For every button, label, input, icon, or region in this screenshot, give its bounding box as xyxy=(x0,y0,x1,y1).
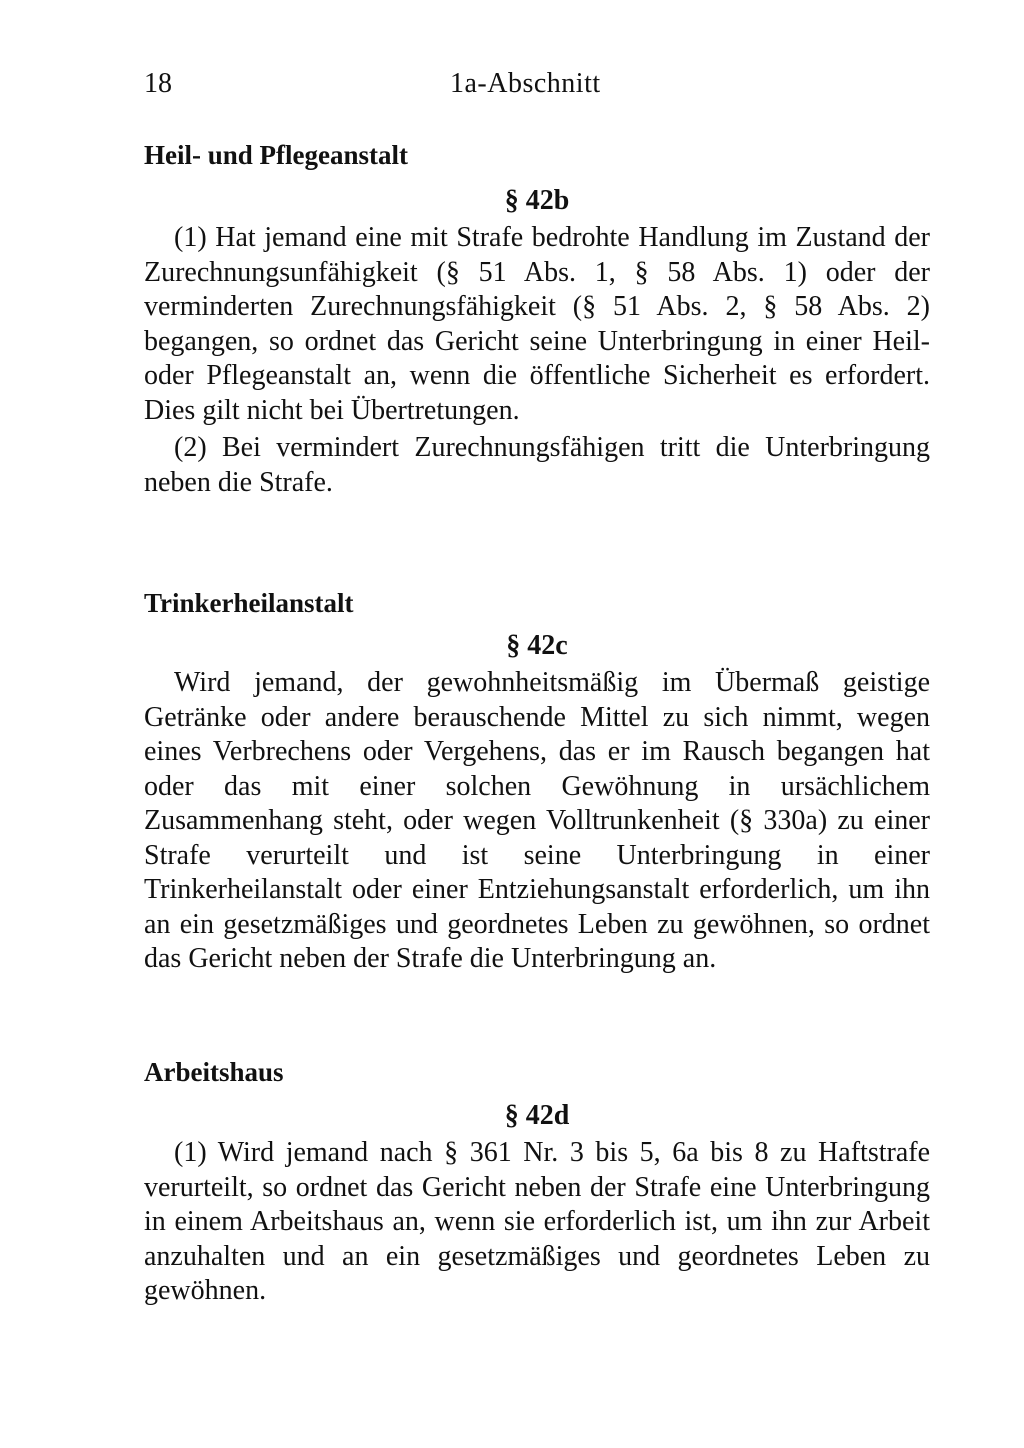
page-number: 18 xyxy=(144,68,172,99)
paragraph-text: (1) Hat jemand eine mit Strafe bedrohte Handlung im Zustand der Zurechnungsunfähigkeit (§ 51 Abs. 1, § 58 Abs. 1) oder der verminderten Zurechnungsfähigkeit (§ 51 Abs. 2, § 58 Abs. 2) begangen, so ordnet das Gericht seine Unterbringung in einer Heil- oder Pflegeanstalt an, wenn die öffentliche Sicherheit es erfordert. Dies gilt nicht bei Übertretungen. xyxy=(144,222,930,426)
section-heading: Arbeitshaus xyxy=(144,1057,284,1087)
section-heading: Trinkerheilanstalt xyxy=(144,588,354,618)
paragraph-number: § 42b xyxy=(504,185,570,216)
paragraph-text: Wird jemand, der gewohnheitsmäßig im Übermaß geistige Getränke oder andere berauschende Mittel zu sich nimmt, wegen eines Verbrechens oder Vergehens, das er im Rausch begangen hat oder das mit einer solchen Gewöhnung in ursächlichem Zusammenhang steht, oder wegen Volltrunkenheit (§ 330a) zu einer Strafe verurteilt und ist seine Unterbringung in einer Trinkerheilanstalt oder einer Entziehungsanstalt erforderlich, um ihn an ein gesetzmäßiges und geordnetes Leben zu gewöhnen, so ordnet das Gericht neben der Strafe die Unterbringung an. xyxy=(144,667,930,974)
paragraph-text: (1) Wird jemand nach § 361 Nr. 3 bis 5, 6a bis 8 zu Haftstrafe verurteilt, so ordnet das Gericht neben der Strafe eine Unterbringung in einem Arbeitshaus an, wenn sie erforderlich ist, um ihn zur Arbeit anzuhalten und an ein gesetzmäßiges und geordnetes Leben zu gewöhnen. xyxy=(144,1137,930,1306)
section-arbeitshaus xyxy=(144,1052,930,1309)
section-heil-und-pflegeanstalt xyxy=(144,135,930,500)
chapter-title: 1a-Abschnitt xyxy=(450,68,601,99)
paragraph-number: § 42c xyxy=(506,630,568,661)
section-trinkerheilanstalt xyxy=(144,583,930,977)
running-head xyxy=(144,68,930,108)
paragraph-text: (2) Bei vermindert Zurechnungsfähigen tritt die Unterbringung neben die Strafe. xyxy=(144,432,930,498)
paragraph-number: § 42d xyxy=(504,1100,570,1131)
section-heading: Heil- und Pflegeanstalt xyxy=(144,140,408,170)
